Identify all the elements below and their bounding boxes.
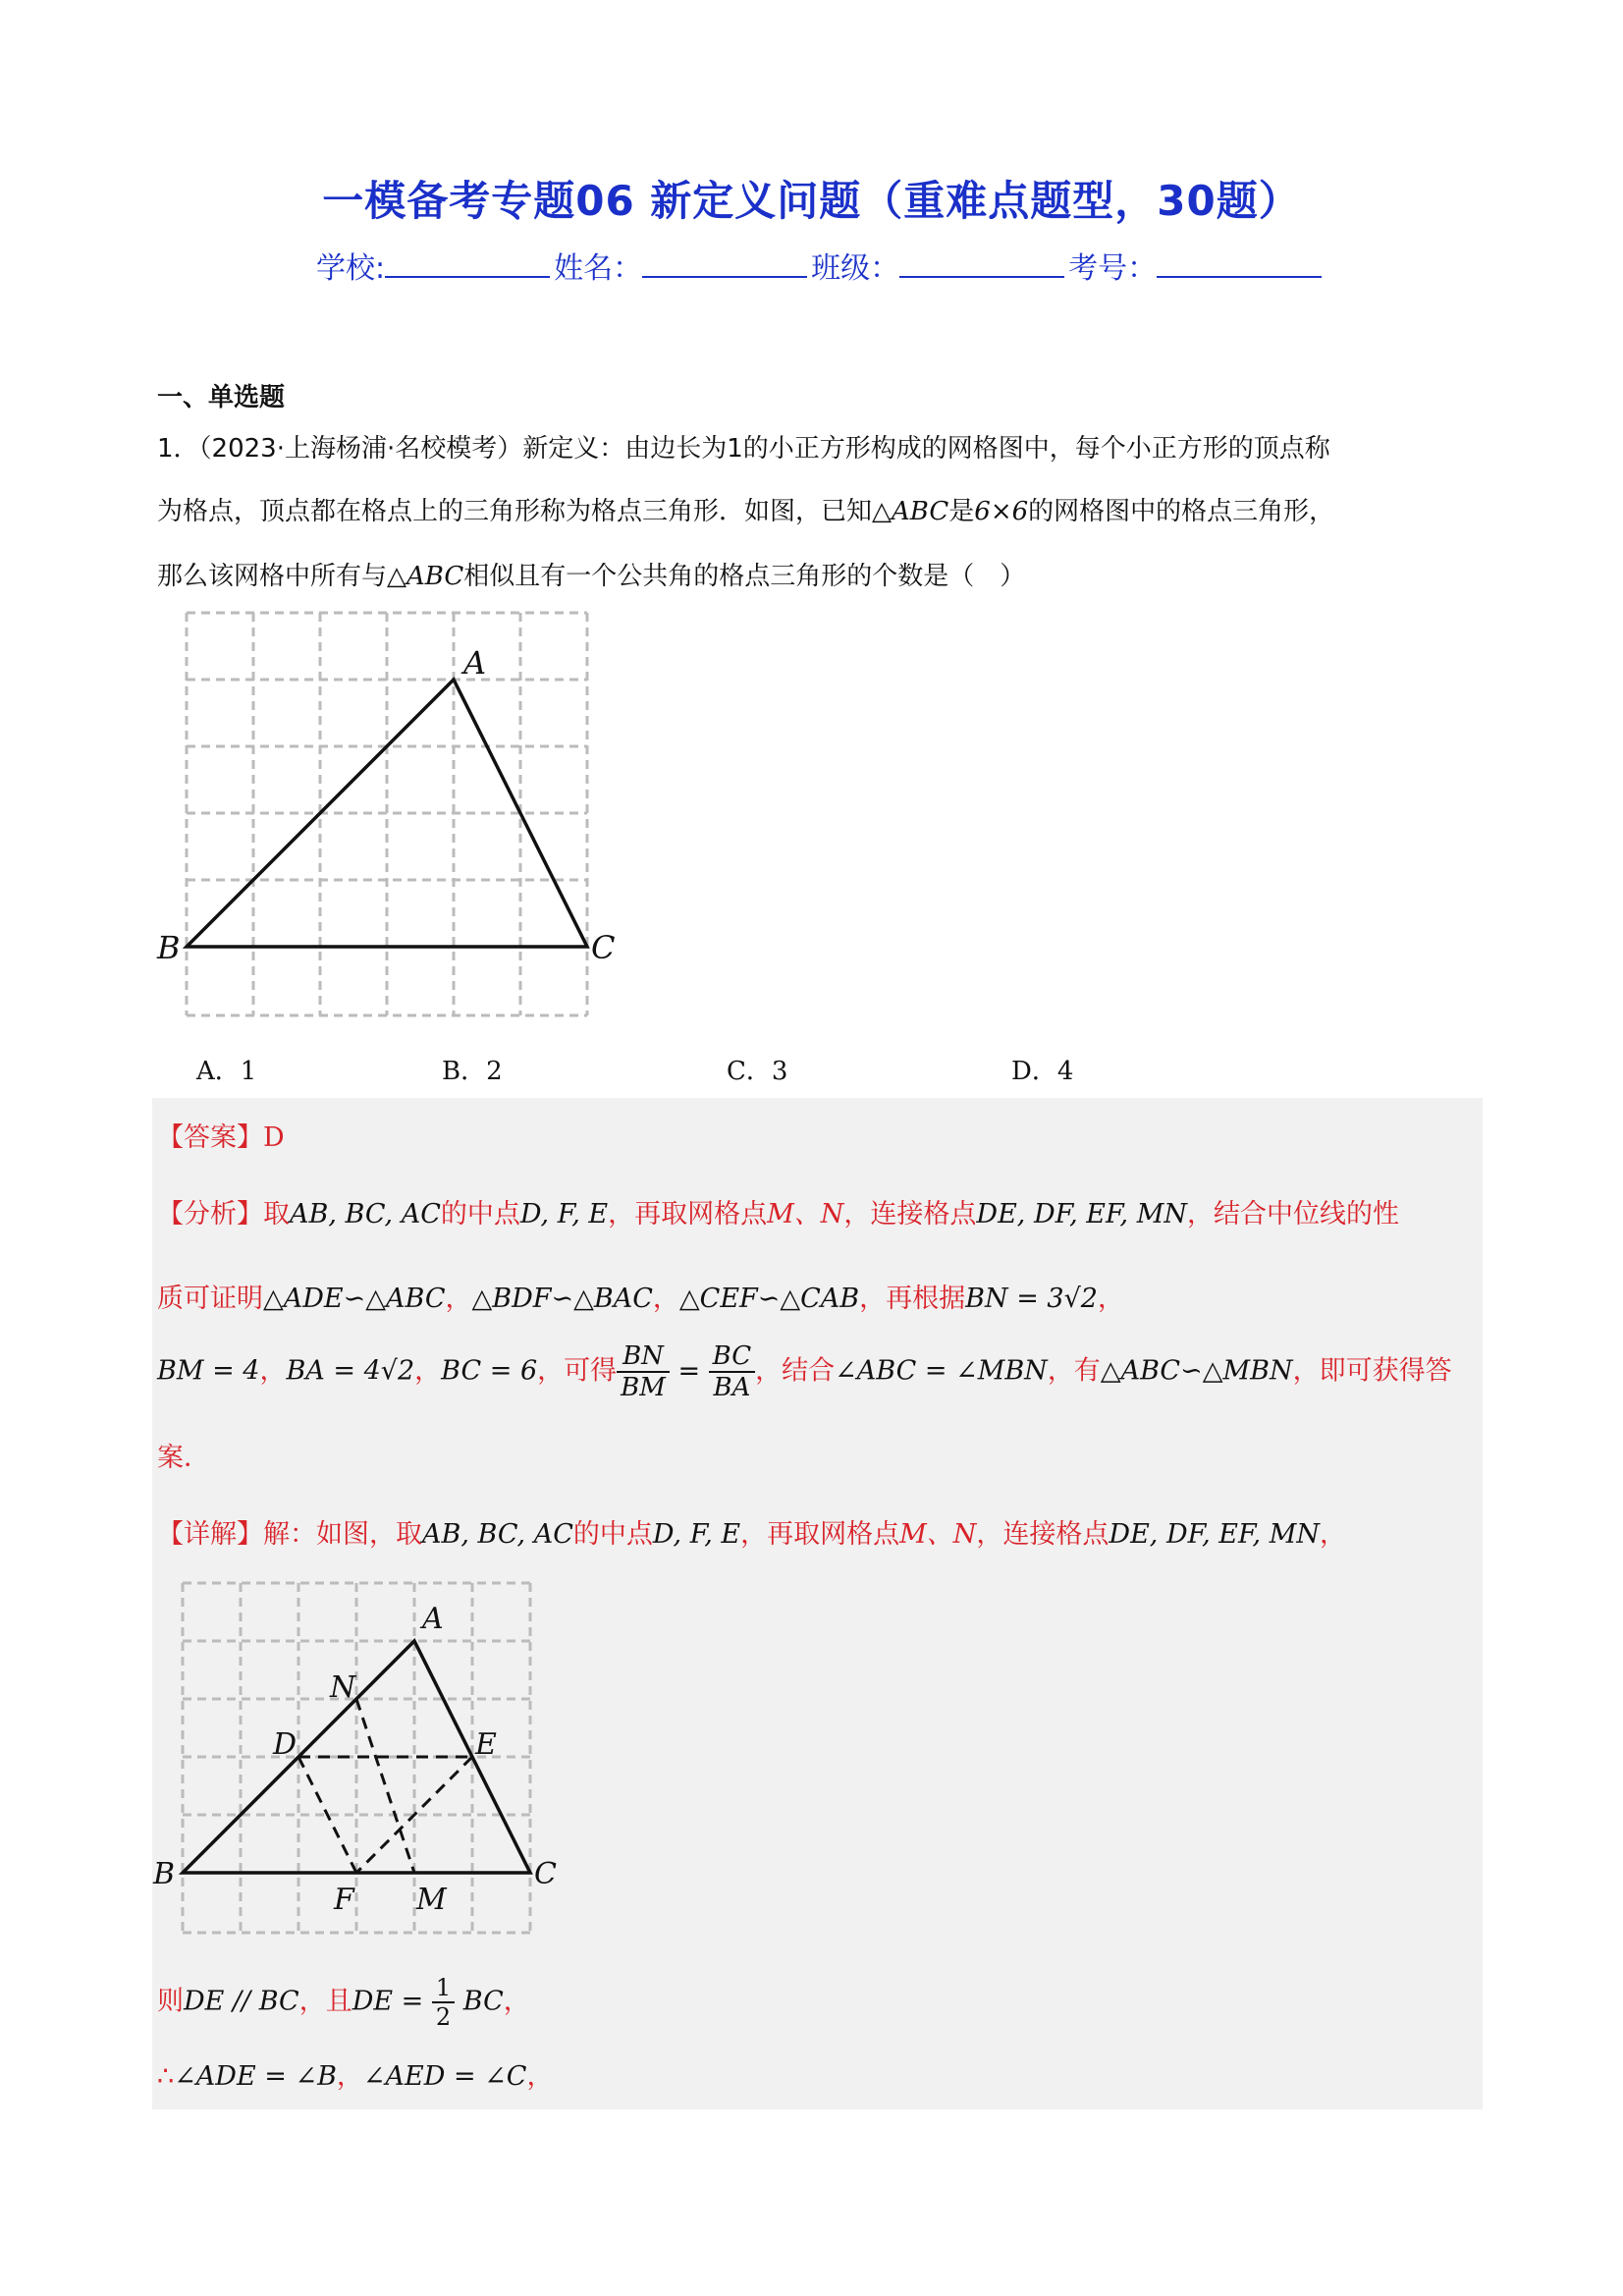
analysis-line-2: 质可证明△ADE∽△ABC，△BDF∽△BAC，△CEF∽△CAB，再根据BN = 3√2， [157,1284,1124,1314]
vertex-a-label: A [422,1602,444,1636]
option-d[interactable]: D．4 [1011,1057,1074,1086]
question-line-2: 为格点，顶点都在格点上的三角形称为格点三角形．如图，已知△ABC是6×6的网格图中的格点三角形， [157,497,1335,526]
analysis-line-3: BM = 4，BA = 4√2，BC = 6，可得 $\frac{BN}{BM}$ = $\frac{BC}{BA}$ ，结合∠ABC = ∠MBN，有△ABC∽△MBN，即可获得答 [157,1341,1452,1402]
point-n-label: N [330,1670,356,1705]
vertex-c-label: C [534,1857,557,1891]
detail-line-1: 【详解】解：如图，取AB, BC, AC的中点D, F, E，再取网格点M、N，连接格点DE, DF, EF, MN， [157,1519,1346,1550]
vertex-b-label: B [157,929,181,966]
option-a[interactable]: A．1 [196,1057,257,1086]
page-title: 一模备考专题06 新定义问题（重难点题型，30题） [322,177,1301,225]
solution-grid-figure [147,1569,579,1942]
point-m-label: M [416,1883,447,1917]
vertex-b-label: B [153,1857,176,1891]
answer-value: D [263,1122,285,1153]
number-blank [1157,250,1322,278]
point-e-label: E [475,1727,497,1762]
question-grid-figure [147,599,619,1031]
triangle-abc-math: △ABC [387,562,464,591]
name-label: 姓名： [554,251,643,286]
number-label: 考号： [1068,251,1158,286]
question-line-3: 那么该网格中所有与△ABC相似且有一个公共角的格点三角形的个数是（ ） [157,562,1026,591]
name-blank [642,250,807,278]
detail-line-3: ∴∠ADE = ∠B，∠AED = ∠C， [157,2061,554,2092]
option-c[interactable]: C．3 [727,1057,788,1086]
grid-lines [187,613,587,1015]
ratio-bc-ba: $\frac{BC}{BA}$ [709,1341,755,1402]
grid-size-math: 6×6 [974,497,1029,526]
student-info-row [316,244,1325,287]
question-line-1: 1．（2023·上海杨浦·名校模考）新定义：由边长为1的小正方形构成的网格图中，每个小正方形的顶点称 [157,434,1330,464]
vertex-c-label: C [591,929,616,966]
analysis-line-1: 【分析】取AB, BC, AC的中点D, F, E，再取网格点M、N，连接格点DE, DF, EF, MN，结合中位线的性 [157,1199,1399,1230]
segment-mn [356,1699,414,1873]
answer-line: 【答案】D [157,1122,285,1153]
point-f-label: F [334,1883,354,1917]
triangle-abc-math: △ABC [872,497,949,526]
analysis-line-4: 案． [157,1443,210,1473]
point-d-label: D [273,1727,298,1762]
vertex-a-label: A [463,644,487,682]
section-heading: 一、单选题 [157,383,286,412]
ratio-bn-bm: $\frac{BN}{BM}$ [617,1341,670,1402]
class-blank [899,250,1064,278]
detail-line-2: 则DE // BC，且DE = $\frac{1}{2}$ BC， [157,1974,530,2031]
school-blank [385,250,550,278]
option-b[interactable]: B．2 [442,1057,503,1086]
school-label: 学校: [316,251,386,286]
class-label: 班级： [811,251,900,286]
fraction-one-half: $\frac{1}{2}$ [432,1974,455,2031]
